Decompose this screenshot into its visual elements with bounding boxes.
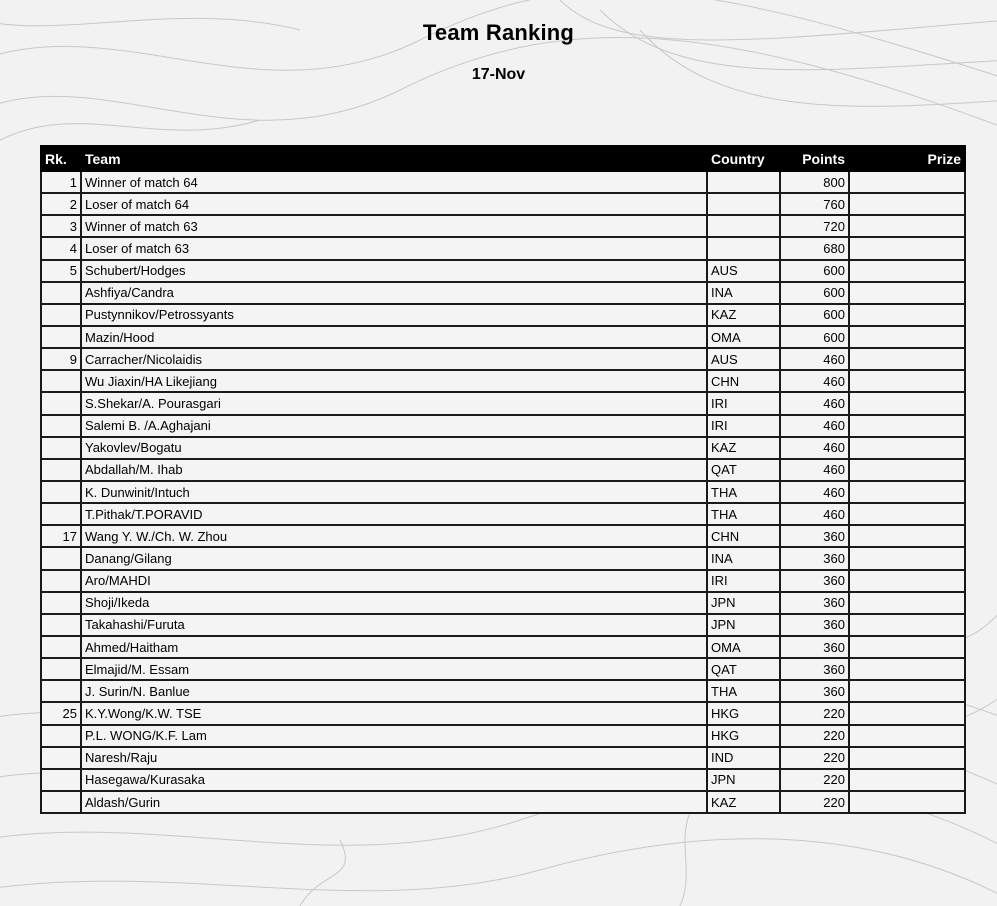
cell-rank (41, 304, 81, 326)
cell-prize (849, 525, 965, 547)
table-row (41, 725, 965, 747)
cell-prize (849, 503, 965, 525)
cell-prize (849, 547, 965, 569)
cell-rank: 4 (41, 237, 81, 259)
page-date: 17-Nov (471, 66, 526, 83)
cell-team: Mazin/Hood (81, 326, 707, 348)
cell-country: KAZ (707, 437, 780, 459)
cell-points: 600 (780, 304, 849, 326)
table-row (41, 547, 965, 569)
cell-team: Ahmed/Haitham (81, 636, 707, 658)
cell-prize (849, 570, 965, 592)
table-body (41, 171, 965, 813)
table-row (41, 370, 965, 392)
cell-prize (849, 747, 965, 769)
cell-team: Wang Y. W./Ch. W. Zhou (81, 525, 707, 547)
cell-prize (849, 237, 965, 259)
cell-team: Winner of match 63 (81, 215, 707, 237)
cell-team: T.Pithak/T.PORAVID (81, 503, 707, 525)
cell-country: INA (707, 282, 780, 304)
cell-team: Wu Jiaxin/HA Likejiang (81, 370, 707, 392)
cell-points: 800 (780, 171, 849, 193)
cell-country: IRI (707, 392, 780, 414)
cell-prize (849, 481, 965, 503)
cell-country: THA (707, 680, 780, 702)
cell-points: 220 (780, 791, 849, 813)
table-row (41, 459, 965, 481)
cell-rank (41, 614, 81, 636)
cell-team: Loser of match 64 (81, 193, 707, 215)
table-row (41, 658, 965, 680)
cell-team: P.L. WONG/K.F. Lam (81, 725, 707, 747)
cell-prize (849, 415, 965, 437)
cell-points: 360 (780, 636, 849, 658)
cell-country: OMA (707, 326, 780, 348)
cell-rank (41, 791, 81, 813)
cell-team: Elmajid/M. Essam (81, 658, 707, 680)
table-row (41, 304, 965, 326)
table-row (41, 282, 965, 304)
cell-points: 600 (780, 282, 849, 304)
cell-country: AUS (707, 348, 780, 370)
cell-rank (41, 547, 81, 569)
cell-points: 600 (780, 326, 849, 348)
cell-points: 760 (780, 193, 849, 215)
cell-prize (849, 370, 965, 392)
cell-team: Aro/MAHDI (81, 570, 707, 592)
cell-team: J. Surin/N. Banlue (81, 680, 707, 702)
cell-country (707, 193, 780, 215)
cell-country: INA (707, 547, 780, 569)
table-row (41, 791, 965, 813)
cell-points: 600 (780, 260, 849, 282)
cell-points: 460 (780, 392, 849, 414)
cell-team: Loser of match 63 (81, 237, 707, 259)
cell-team: Takahashi/Furuta (81, 614, 707, 636)
table-row (41, 415, 965, 437)
table-row (41, 592, 965, 614)
table-row (41, 237, 965, 259)
cell-rank (41, 592, 81, 614)
table-row (41, 747, 965, 769)
cell-rank: 17 (41, 525, 81, 547)
cell-rank (41, 636, 81, 658)
table-row (41, 614, 965, 636)
cell-country: HKG (707, 725, 780, 747)
cell-country: IND (707, 747, 780, 769)
table-row (41, 525, 965, 547)
cell-rank: 3 (41, 215, 81, 237)
cell-team: K. Dunwinit/Intuch (81, 481, 707, 503)
cell-prize (849, 171, 965, 193)
cell-team: Carracher/Nicolaidis (81, 348, 707, 370)
cell-country (707, 171, 780, 193)
cell-points: 220 (780, 702, 849, 724)
table-row (41, 392, 965, 414)
cell-country: IRI (707, 415, 780, 437)
cell-team: Winner of match 64 (81, 171, 707, 193)
cell-prize (849, 392, 965, 414)
cell-points: 460 (780, 503, 849, 525)
table-row (41, 680, 965, 702)
header-rank: Rk. (41, 146, 81, 171)
table-row (41, 437, 965, 459)
table-row (41, 260, 965, 282)
cell-country (707, 237, 780, 259)
cell-points: 460 (780, 348, 849, 370)
cell-country: QAT (707, 658, 780, 680)
cell-points: 220 (780, 725, 849, 747)
cell-team: Pustynnikov/Petrossyants (81, 304, 707, 326)
cell-points: 360 (780, 570, 849, 592)
cell-team: Hasegawa/Kurasaka (81, 769, 707, 791)
cell-team: Abdallah/M. Ihab (81, 459, 707, 481)
cell-country: JPN (707, 614, 780, 636)
cell-country: CHN (707, 525, 780, 547)
team-ranking-table (40, 145, 966, 814)
cell-points: 680 (780, 237, 849, 259)
cell-rank (41, 747, 81, 769)
cell-prize (849, 702, 965, 724)
cell-prize (849, 791, 965, 813)
cell-rank: 5 (41, 260, 81, 282)
table-row (41, 503, 965, 525)
cell-country: KAZ (707, 791, 780, 813)
cell-team: Shoji/Ikeda (81, 592, 707, 614)
cell-team: Ashfiya/Candra (81, 282, 707, 304)
cell-rank: 25 (41, 702, 81, 724)
cell-points: 460 (780, 437, 849, 459)
cell-rank (41, 415, 81, 437)
cell-country: AUS (707, 260, 780, 282)
cell-prize (849, 636, 965, 658)
cell-country: THA (707, 481, 780, 503)
cell-points: 220 (780, 747, 849, 769)
cell-rank (41, 725, 81, 747)
table-header-row (41, 146, 965, 171)
table-row (41, 636, 965, 658)
cell-prize (849, 326, 965, 348)
header-country: Country (707, 146, 780, 171)
cell-team: Yakovlev/Bogatu (81, 437, 707, 459)
cell-country (707, 215, 780, 237)
table-row (41, 326, 965, 348)
cell-prize (849, 193, 965, 215)
cell-rank (41, 769, 81, 791)
cell-country: THA (707, 503, 780, 525)
header-points: Points (780, 146, 849, 171)
cell-country: JPN (707, 592, 780, 614)
cell-country: KAZ (707, 304, 780, 326)
cell-rank (41, 392, 81, 414)
cell-prize (849, 658, 965, 680)
cell-points: 220 (780, 769, 849, 791)
cell-points: 460 (780, 370, 849, 392)
cell-prize (849, 769, 965, 791)
table-row (41, 348, 965, 370)
cell-prize (849, 215, 965, 237)
table-row (41, 702, 965, 724)
cell-prize (849, 282, 965, 304)
cell-prize (849, 459, 965, 481)
cell-prize (849, 680, 965, 702)
header-prize: Prize (849, 146, 965, 171)
cell-points: 460 (780, 415, 849, 437)
cell-rank (41, 570, 81, 592)
table-row (41, 215, 965, 237)
cell-prize (849, 348, 965, 370)
cell-rank (41, 326, 81, 348)
cell-team: S.Shekar/A. Pourasgari (81, 392, 707, 414)
page-title: Team Ranking (422, 20, 575, 45)
table-row (41, 769, 965, 791)
cell-points: 360 (780, 680, 849, 702)
cell-country: JPN (707, 769, 780, 791)
cell-points: 360 (780, 547, 849, 569)
cell-points: 720 (780, 215, 849, 237)
cell-country: CHN (707, 370, 780, 392)
cell-team: Aldash/Gurin (81, 791, 707, 813)
table-row (41, 481, 965, 503)
cell-points: 360 (780, 658, 849, 680)
cell-rank (41, 437, 81, 459)
cell-rank (41, 370, 81, 392)
cell-rank: 2 (41, 193, 81, 215)
cell-team: Salemi B. /A.Aghajani (81, 415, 707, 437)
cell-points: 460 (780, 481, 849, 503)
cell-country: HKG (707, 702, 780, 724)
table-row (41, 193, 965, 215)
cell-country: IRI (707, 570, 780, 592)
table-row (41, 171, 965, 193)
cell-team: Schubert/Hodges (81, 260, 707, 282)
table-row (41, 570, 965, 592)
cell-rank (41, 503, 81, 525)
cell-rank (41, 481, 81, 503)
header-team: Team (81, 146, 707, 171)
cell-team: Naresh/Raju (81, 747, 707, 769)
cell-rank: 9 (41, 348, 81, 370)
cell-rank (41, 459, 81, 481)
cell-prize (849, 260, 965, 282)
cell-rank: 1 (41, 171, 81, 193)
cell-points: 360 (780, 592, 849, 614)
cell-country: OMA (707, 636, 780, 658)
cell-team: K.Y.Wong/K.W. TSE (81, 702, 707, 724)
cell-points: 360 (780, 525, 849, 547)
cell-prize (849, 304, 965, 326)
cell-country: QAT (707, 459, 780, 481)
cell-points: 360 (780, 614, 849, 636)
cell-rank (41, 282, 81, 304)
cell-rank (41, 658, 81, 680)
cell-prize (849, 614, 965, 636)
cell-prize (849, 592, 965, 614)
cell-points: 460 (780, 459, 849, 481)
cell-rank (41, 680, 81, 702)
cell-team: Danang/Gilang (81, 547, 707, 569)
cell-prize (849, 725, 965, 747)
cell-prize (849, 437, 965, 459)
